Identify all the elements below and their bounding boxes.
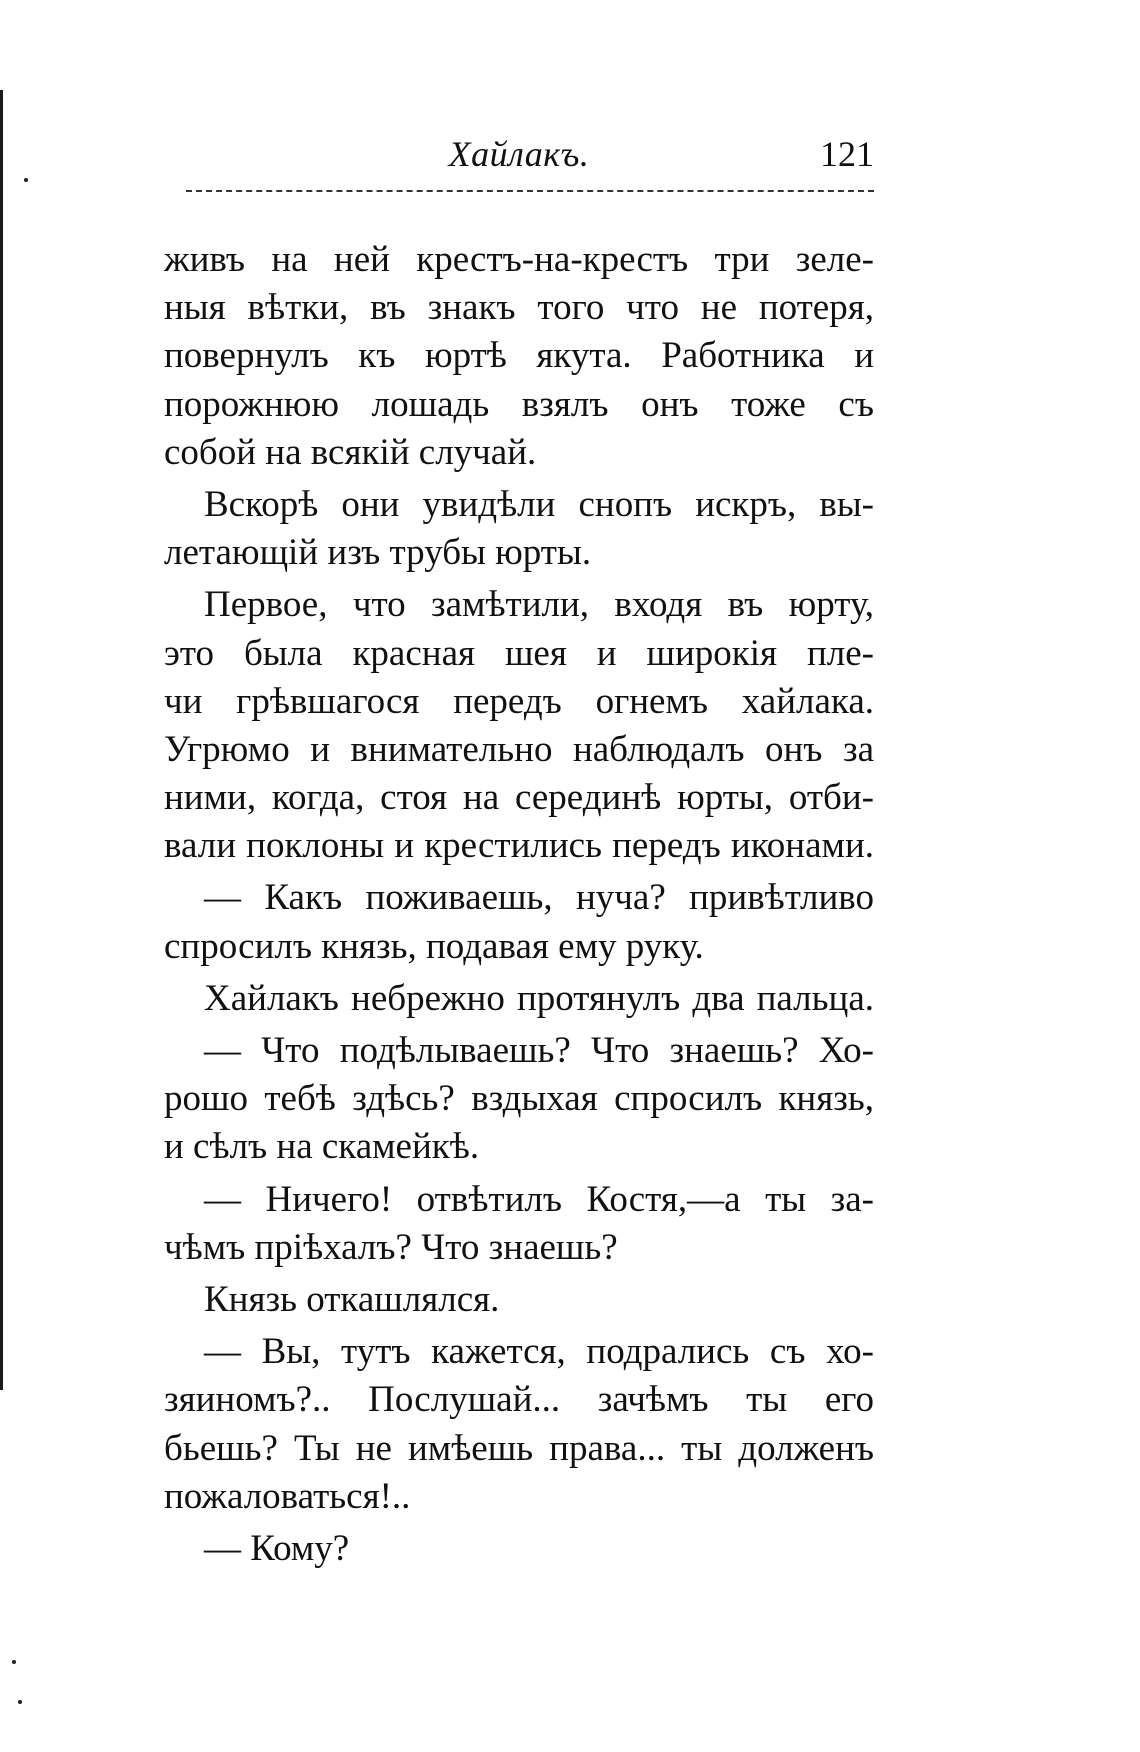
- text-line: повернулъ къ юртѣ якута. Работника и: [164, 335, 874, 377]
- text-line: спросилъ князь, подавая ему руку.: [164, 925, 704, 967]
- paragraph: [164, 975, 874, 1023]
- scan-speck: [18, 1700, 22, 1704]
- scan-speck: [24, 178, 28, 182]
- paragraph: [164, 1328, 874, 1521]
- text-line: бьешь? Ты не имѣешь права... ты долженъ: [164, 1427, 874, 1469]
- text-line: Хайлакъ небрежно протянулъ два пальца.: [204, 977, 874, 1019]
- scan-edge-line: [0, 90, 3, 1390]
- text-line: летающій изъ трубы юрты.: [164, 532, 592, 574]
- text-line: порожнюю лошадь взялъ онъ тоже съ: [164, 383, 874, 425]
- text-line: ними, когда, стоя на серединѣ юрты, отби-: [164, 777, 874, 819]
- scan-speck: [12, 1660, 16, 1664]
- paragraph: [164, 1027, 874, 1172]
- text-line: Первое, что замѣтили, входя въ юрту,: [204, 584, 874, 626]
- text-line: — Какъ поживаешь, нуча? привѣтливо: [204, 877, 874, 919]
- text-line: пожаловаться!..: [164, 1475, 411, 1517]
- text-line: — Вы, тутъ кажется, подрались съ хо-: [204, 1331, 874, 1373]
- paragraph: [164, 481, 874, 577]
- text-line: — Ничего! отвѣтилъ Костя,—а ты за-: [204, 1178, 874, 1220]
- paragraph: [164, 581, 874, 870]
- text-line: собой на всякій случай.: [164, 431, 537, 473]
- page-number: 121: [820, 134, 874, 174]
- text-line: чѣмъ пріѣхалъ? Что знаешь?: [164, 1226, 618, 1268]
- running-title: Хайлакъ.: [448, 134, 590, 174]
- text-line: — Кому?: [204, 1527, 350, 1569]
- text-line: — Что подѣлываешь? Что знаешь? Хо-: [204, 1030, 874, 1071]
- body-text: [164, 236, 874, 1573]
- text-line: вали поклоны и крестились передъ иконами.: [164, 825, 874, 867]
- text-line: Угрюмо и внимательно наблюдалъ онъ за: [164, 728, 874, 770]
- text-line: живъ на ней крестъ-на-крестъ три зеле-: [164, 239, 874, 280]
- paragraph: [164, 1276, 874, 1324]
- text-line: зяиномъ?.. Послушай... зачѣмъ ты его: [164, 1379, 874, 1421]
- page-header: [164, 130, 874, 178]
- text-line: ныя вѣтки, въ знакъ того что не потеря,: [164, 287, 874, 329]
- text-line: рошо тебѣ здѣсь? вздыхая спросилъ князь,: [164, 1078, 874, 1120]
- text-line: и сѣлъ на скамейкѣ.: [164, 1126, 480, 1168]
- paragraph: [164, 236, 874, 477]
- text-line: Князь откашлялся.: [204, 1278, 500, 1320]
- header-rule: [186, 190, 874, 192]
- paragraph: [164, 1525, 874, 1573]
- text-line: это была красная шея и широкія пле-: [164, 632, 874, 674]
- text-line: Вскорѣ они увидѣли снопъ искръ, вы-: [204, 483, 874, 525]
- paragraph: [164, 874, 874, 970]
- paragraph: [164, 1176, 874, 1272]
- text-line: чи грѣвшагося передъ огнемъ хайлака.: [164, 680, 874, 722]
